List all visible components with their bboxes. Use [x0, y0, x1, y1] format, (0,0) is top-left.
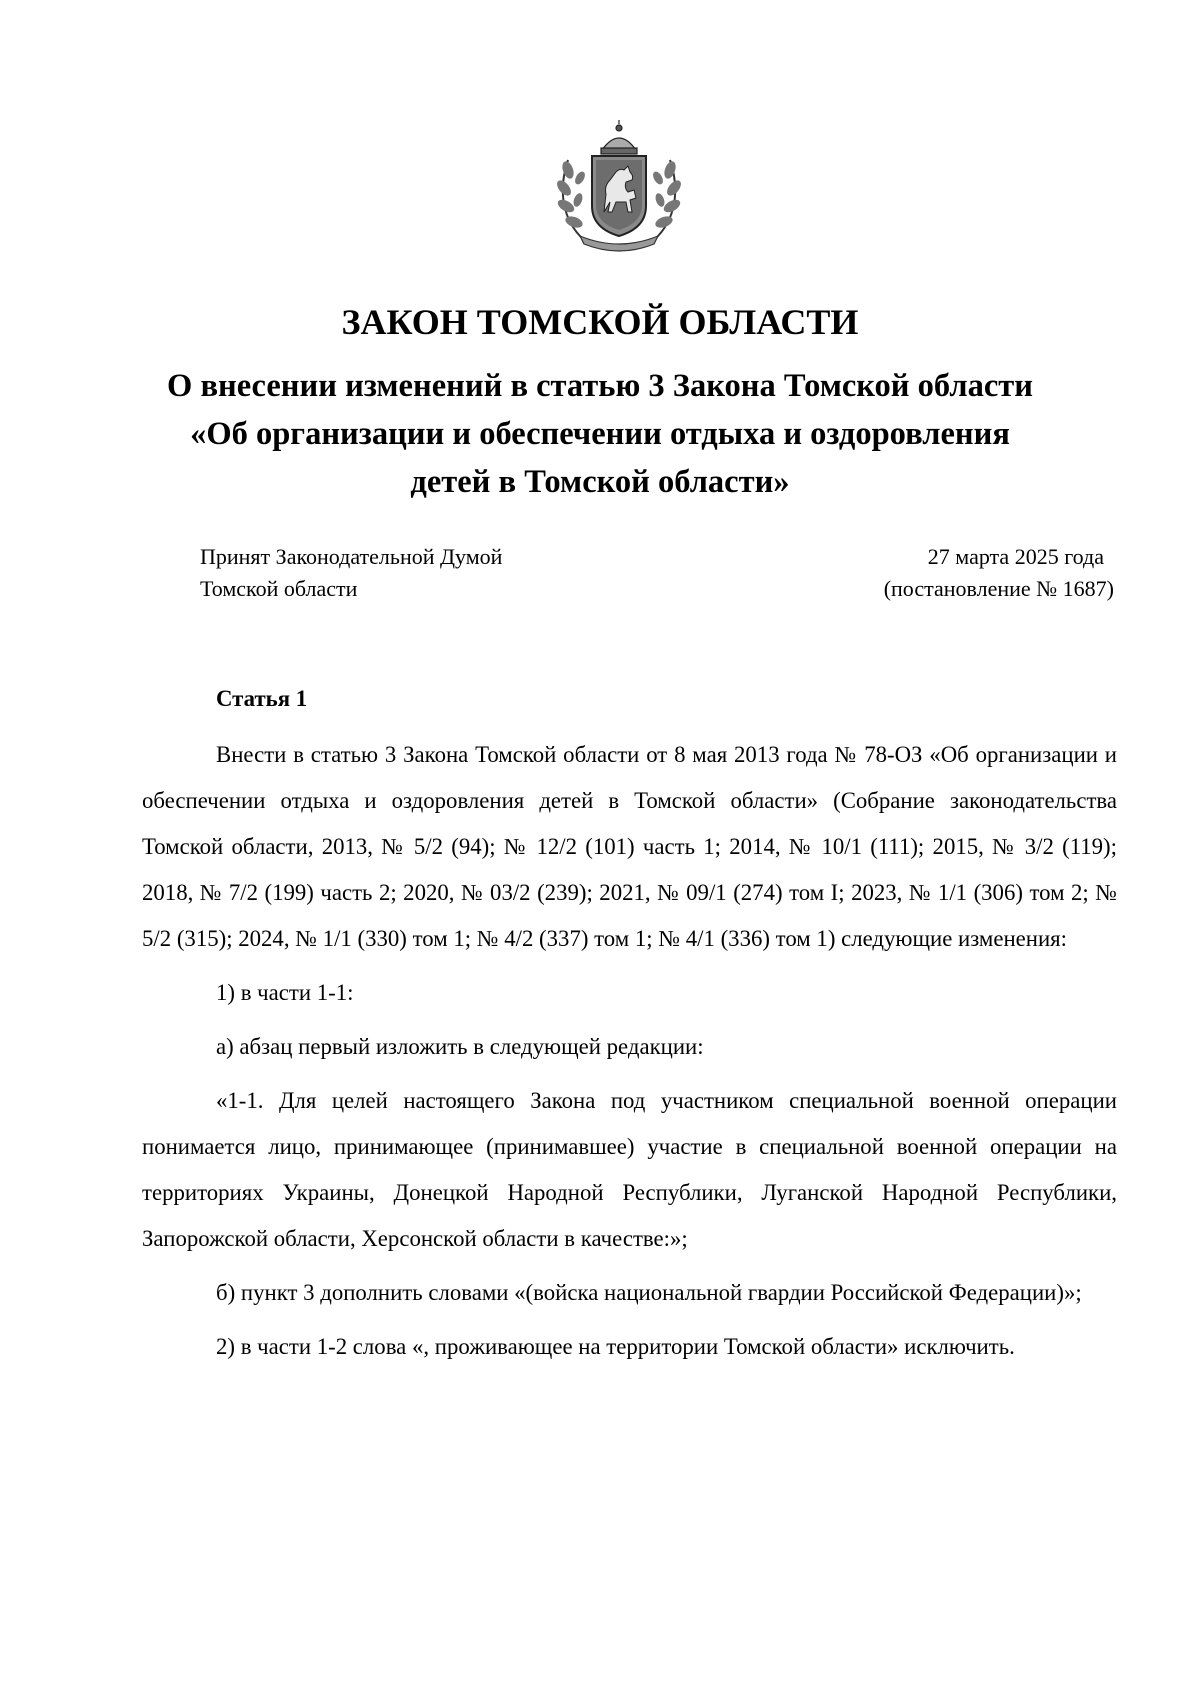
- law-subtitle: [0, 362, 1200, 506]
- adopted-by: [200, 541, 502, 605]
- subtitle-line: О внесении изменений в статью 3 Закона Томской области: [167, 368, 1033, 404]
- article-paragraph: 1) в части 1-1:: [216, 980, 354, 1005]
- subtitle-line: «Об организации и обеспечении отдыха и оздоровления: [190, 416, 1010, 452]
- adopted-by-line: Принят Законодательной Думой: [200, 544, 503, 569]
- article-paragraph: Внести в статью 3 Закона Томской области от 8 мая 2013 года № 78-ОЗ «Об организации и обеспечении отдыха и оздоровления детей в Томской области» (Собрание законодательства Томской области, 2013, № 5/2 (94); № 12/2 (101) часть 1; 2014, № 10/1 (111); 2015, № 3/2 (119); 2018, № 7/2 (199) часть 2; 2020, № 03/2 (239); 2021, № 09/1 (274) том I; 2023, № 1/1 (306) том 2; № 5/2 (315); 2024, № 1/1 (330) том 1; № 4/2 (337) том 1; № 4/1 (336) том 1) следующие изменения:: [142, 742, 1117, 951]
- resolution-number: (постановление № 1687): [883, 576, 1114, 601]
- law-title: ЗАКОН ТОМСКОЙ ОБЛАСТИ: [341, 302, 859, 342]
- article-paragraph: 2) в части 1-2 слова «, проживающее на территории Томской области» исключить.: [216, 1334, 1015, 1359]
- article-paragraph: «1-1. Для целей настоящего Закона под участником специальной военной операции понимается лицо, принимающее (принимавшее) участие в специальной военной операции на территориях Украины, Донецкой Народной Республики, Луганской Народной Республики, Запорожской области, Херсонской области в качестве:»;: [142, 1088, 1117, 1251]
- article-body: [142, 676, 1117, 1370]
- article-paragraph: а) абзац первый изложить в следующей редакции:: [216, 1034, 704, 1059]
- tomsk-oblast-coat-of-arms-icon: [554, 120, 684, 252]
- adoption-date: 27 марта 2025 года: [927, 544, 1104, 569]
- adoption-date-block: [884, 541, 1114, 605]
- adopted-by-line: Томской области: [200, 576, 358, 601]
- subtitle-line: детей в Томской области»: [410, 464, 790, 500]
- article-heading: Статья 1: [216, 686, 308, 711]
- article-paragraph: б) пункт 3 дополнить словами «(войска национальной гвардии Российской Федерации)»;: [216, 1280, 1082, 1305]
